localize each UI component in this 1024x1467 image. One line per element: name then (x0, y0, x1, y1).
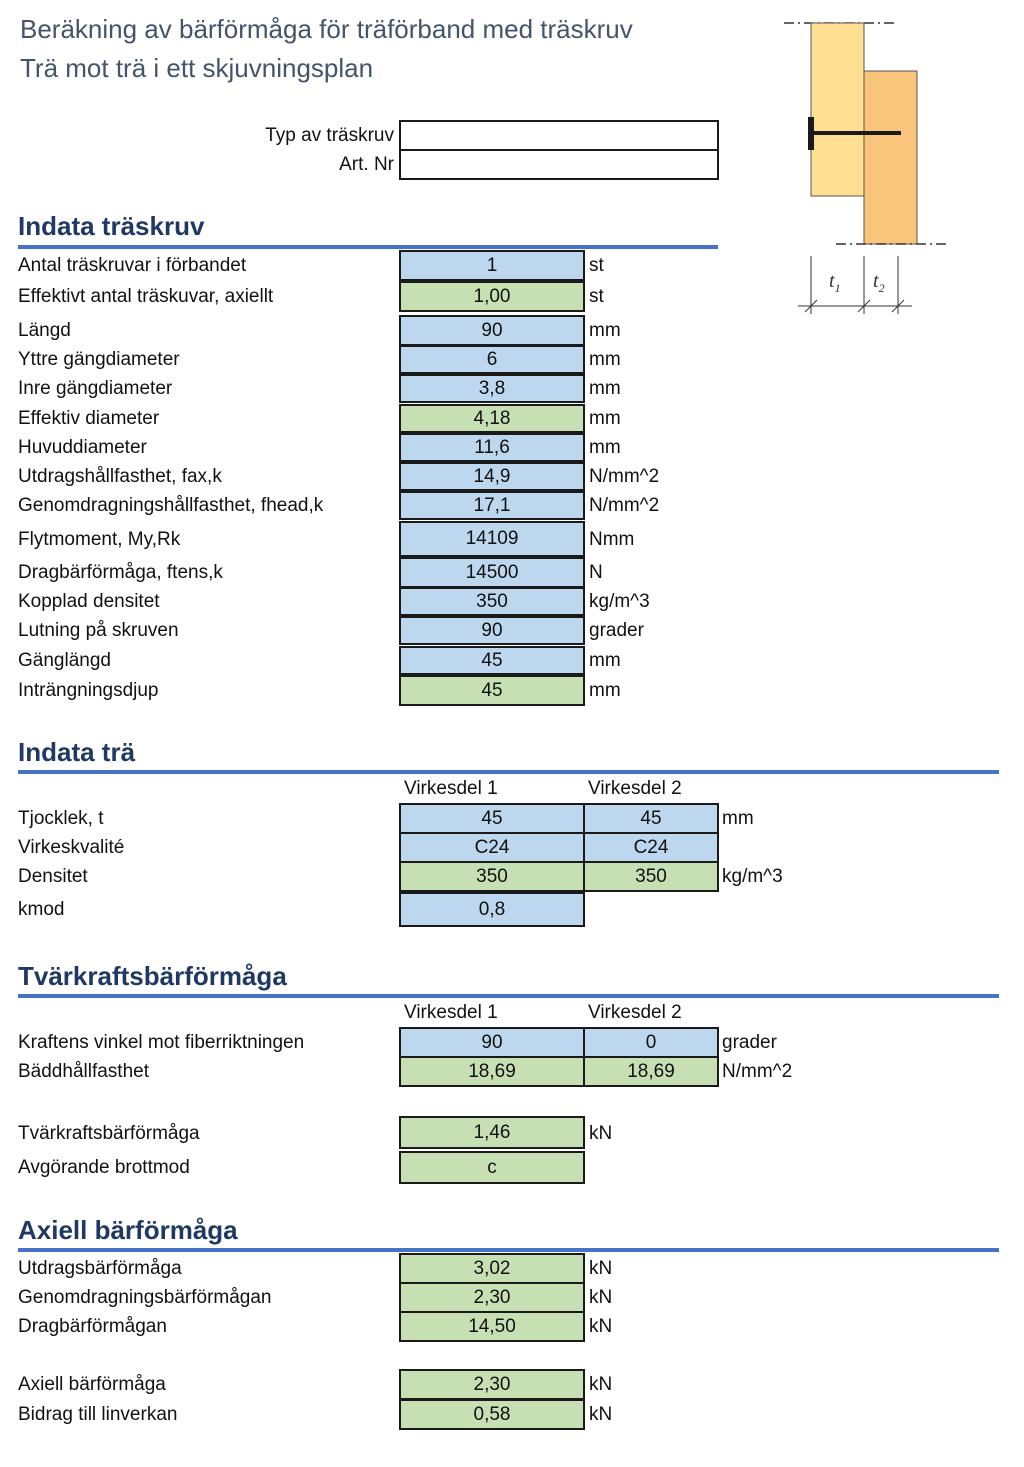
wood-row-value-1[interactable]: 45 (399, 803, 585, 834)
failure-mode-value: c (399, 1151, 585, 1184)
screw-row-label: Lutning på skruven (18, 620, 179, 641)
section-heading-shear: Tvärkraftsbärförmåga (18, 961, 287, 991)
shear-row-value-1: 18,69 (399, 1056, 585, 1087)
wood-row-label: kmod (18, 899, 65, 920)
t2-label: $t_2$ (873, 270, 885, 295)
wood-row-value-2: 350 (583, 861, 719, 892)
wood-row-value-1: 350 (399, 861, 585, 892)
shear-result-unit: kN (589, 1123, 613, 1144)
section-rule-screw (18, 245, 718, 249)
screw-row-value[interactable]: 90 (399, 315, 585, 346)
screw-row-label: Utdragshållfasthet, fax,k (18, 466, 222, 487)
screw-row-value[interactable]: 3,8 (399, 374, 585, 403)
screw-row-label: Inre gängdiameter (18, 378, 173, 399)
screw-row-unit: st (589, 286, 604, 307)
wood-row-value-2[interactable]: 45 (583, 803, 719, 834)
screw-row-value: 4,18 (399, 404, 585, 433)
axial-row-value: 3,02 (399, 1253, 585, 1284)
screw-row-value: 45 (399, 675, 585, 706)
screw-row-value[interactable]: 17,1 (399, 491, 585, 520)
wood-col-header-2: Virkesdel 2 (588, 778, 682, 799)
screw-row-unit: mm (589, 378, 621, 399)
shear-row-value-2[interactable]: 0 (583, 1027, 719, 1058)
wood-row-unit: mm (722, 808, 754, 829)
section-rule-wood (18, 770, 999, 774)
shear-row-value-2: 18,69 (583, 1056, 719, 1087)
screw-row-value[interactable]: 1 (399, 250, 585, 281)
screw-row-value[interactable]: 14,9 (399, 462, 585, 491)
shear-result-label: Tvärkraftsbärförmåga (18, 1123, 200, 1144)
screw-row-unit: mm (589, 437, 621, 458)
wood-col-header-1: Virkesdel 1 (404, 778, 498, 799)
screw-row-label: Effektiv diameter (18, 408, 160, 429)
screw-row-label: Gänglängd (18, 650, 111, 671)
axial-summary-value: 2,30 (399, 1369, 585, 1400)
wood-row-value-1[interactable]: 0,8 (399, 892, 585, 927)
screw-row-value[interactable]: 11,6 (399, 433, 585, 462)
shear-result-value: 1,46 (399, 1116, 585, 1149)
timber-member-1 (811, 23, 864, 196)
screw-row-unit: kg/m^3 (589, 591, 650, 612)
screw-row-label: Huvuddiameter (18, 437, 147, 458)
section-heading-axial: Axiell bärförmåga (18, 1215, 238, 1245)
shear-row-unit: N/mm^2 (722, 1061, 793, 1082)
page-subtitle: Trä mot trä i ett skjuvningsplan (20, 53, 374, 83)
axial-row-label: Dragbärförmågan (18, 1316, 167, 1337)
screw-row-unit: mm (589, 349, 621, 370)
axial-row-value: 14,50 (399, 1311, 585, 1342)
axial-row-unit: kN (589, 1287, 613, 1308)
axial-summary-unit: kN (589, 1404, 613, 1425)
screw-row-unit: N (589, 562, 603, 583)
section-heading-wood: Indata trä (18, 737, 136, 767)
screw-row-label: Antal träskruvar i förbandet (18, 255, 247, 276)
wood-row-value-1[interactable]: C24 (399, 832, 585, 863)
axial-row-unit: kN (589, 1316, 613, 1337)
screw-row-value[interactable]: 14500 (399, 557, 585, 588)
screw-row-label: Flytmoment, My,Rk (18, 529, 181, 550)
shear-row-value-1[interactable]: 90 (399, 1027, 585, 1058)
wood-row-label: Virkeskvalité (18, 837, 125, 858)
screw-row-unit: grader (589, 620, 644, 641)
shear-col-header-1: Virkesdel 1 (404, 1002, 498, 1023)
section-rule-axial (18, 1248, 999, 1252)
wood-row-label: Tjocklek, t (18, 808, 104, 829)
screw-row-value[interactable]: 45 (399, 646, 585, 675)
screw-row-unit: mm (589, 680, 621, 701)
axial-row-value: 2,30 (399, 1282, 585, 1313)
joint-diagram (780, 14, 960, 324)
screw-row-value: 1,00 (399, 281, 585, 312)
wood-row-label: Densitet (18, 866, 88, 887)
screw-row-label: Kopplad densitet (18, 591, 160, 612)
screw-row-value[interactable]: 350 (399, 587, 585, 616)
axial-summary-label: Bidrag till linverkan (18, 1404, 178, 1425)
wood-row-unit: kg/m^3 (722, 866, 783, 887)
section-heading-screw: Indata träskruv (18, 211, 205, 241)
axial-summary-value: 0,58 (399, 1399, 585, 1430)
axial-row-unit: kN (589, 1258, 613, 1279)
screw-row-unit: mm (589, 320, 621, 341)
screw-row-value[interactable]: 90 (399, 616, 585, 645)
screw-type-label: Typ av träskruv (265, 125, 394, 146)
screw-row-unit: st (589, 255, 604, 276)
screw-row-label: Inträngningsdjup (18, 680, 159, 701)
shear-row-unit: grader (722, 1032, 777, 1053)
screw-type-field[interactable] (399, 120, 719, 151)
axial-row-label: Genomdragningsbärförmågan (18, 1287, 272, 1308)
shear-row-label: Bäddhållfasthet (18, 1061, 149, 1082)
failure-mode-label: Avgörande brottmod (18, 1157, 190, 1178)
section-rule-shear (18, 994, 999, 998)
timber-member-2 (864, 71, 917, 244)
screw-row-unit: mm (589, 650, 621, 671)
screw-row-unit: N/mm^2 (589, 495, 660, 516)
axial-row-label: Utdragsbärförmåga (18, 1258, 182, 1279)
screw-row-unit: N/mm^2 (589, 466, 660, 487)
shear-col-header-2: Virkesdel 2 (588, 1002, 682, 1023)
screw-row-label: Yttre gängdiameter (18, 349, 180, 370)
screw-row-label: Genomdragningshållfasthet, fhead,k (18, 495, 324, 516)
screw-row-value[interactable]: 6 (399, 345, 585, 374)
screw-row-label: Effektivt antal träskuvar, axiellt (18, 286, 274, 307)
shear-row-label: Kraftens vinkel mot fiberriktningen (18, 1032, 305, 1053)
page-title: Beräkning av bärförmåga för träförband med träskruv (20, 14, 633, 44)
wood-row-value-2[interactable]: C24 (583, 832, 719, 863)
screw-row-unit: Nmm (589, 529, 635, 550)
axial-summary-unit: kN (589, 1374, 613, 1395)
screw-row-unit: mm (589, 408, 621, 429)
screw-row-label: Dragbärförmåga, ftens,k (18, 562, 223, 583)
screw-row-label: Längd (18, 320, 71, 341)
screw-row-value[interactable]: 14109 (399, 521, 585, 557)
axial-summary-label: Axiell bärförmåga (18, 1374, 166, 1395)
art-nr-field[interactable] (399, 149, 719, 180)
art-nr-label: Art. Nr (339, 154, 394, 175)
t1-label: $t_1$ (829, 270, 841, 295)
